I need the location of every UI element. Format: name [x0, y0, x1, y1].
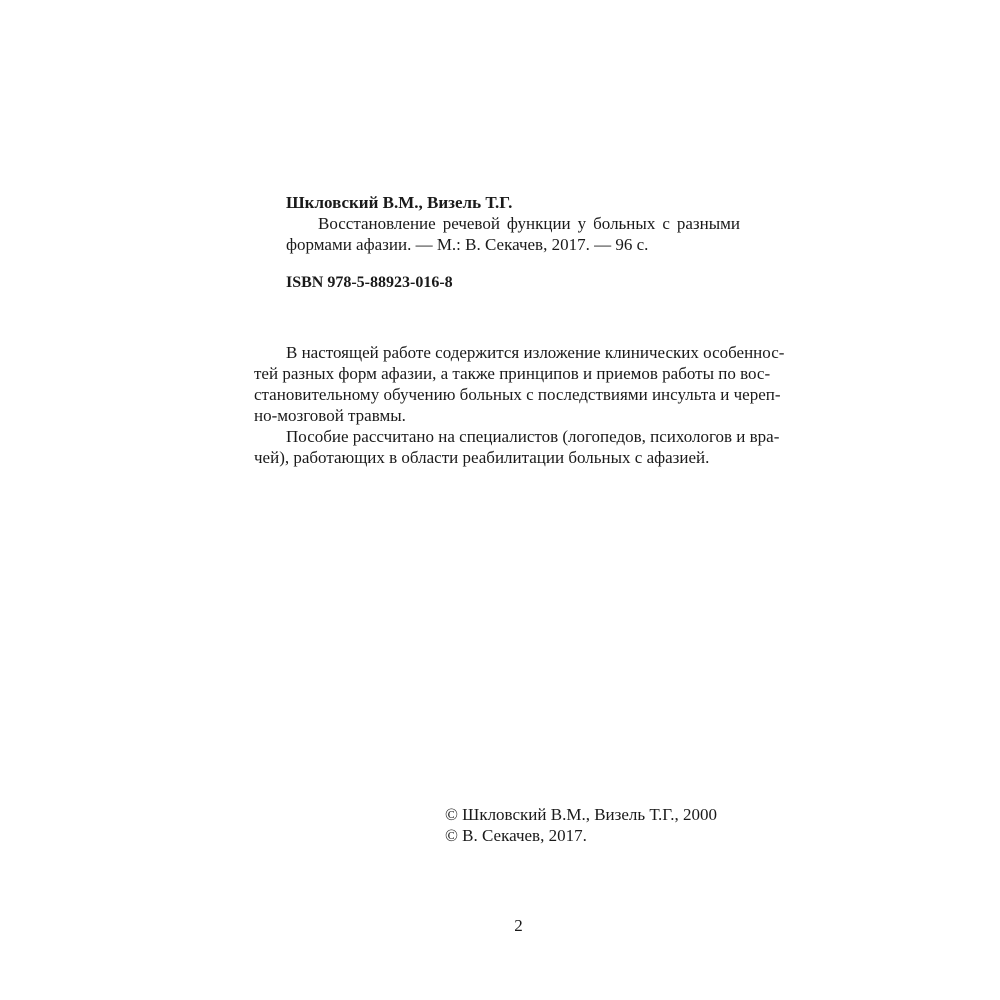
isbn: ISBN 978-5-88923-016-8 — [286, 274, 453, 291]
copyright-line-authors: © Шкловский В.М., Визель Т.Г., 2000 — [445, 805, 717, 824]
bibliographic-record — [286, 192, 740, 255]
annotation — [254, 342, 785, 468]
annotation-line: чей), работающих в области реабилитации больных с афазией. — [254, 448, 710, 467]
annotation-line: становительному обучению больных с последствиями инсульта и череп- — [254, 385, 781, 404]
book-title-line-1: Восстановление речевой функции у больных с разными — [318, 214, 740, 233]
book-title-line-2: формами афазии. — М.: В. Секачев, 2017. — 96 с. — [286, 235, 649, 254]
annotation-line: тей разных форм афазии, а также принципов и приемов работы по вос- — [254, 364, 771, 383]
page-number: 2 — [514, 916, 523, 935]
annotation-line: В настоящей работе содержится изложение клинических особеннос- — [286, 343, 785, 362]
authors: Шкловский В.М., Визель Т.Г. — [286, 193, 513, 212]
annotation-line: Пособие рассчитано на специалистов (логопедов, психологов и вра- — [286, 427, 780, 446]
annotation-line: но-мозговой травмы. — [254, 406, 406, 425]
copyright-line-publisher: © В. Секачев, 2017. — [445, 826, 587, 845]
copyright-block — [445, 804, 765, 846]
